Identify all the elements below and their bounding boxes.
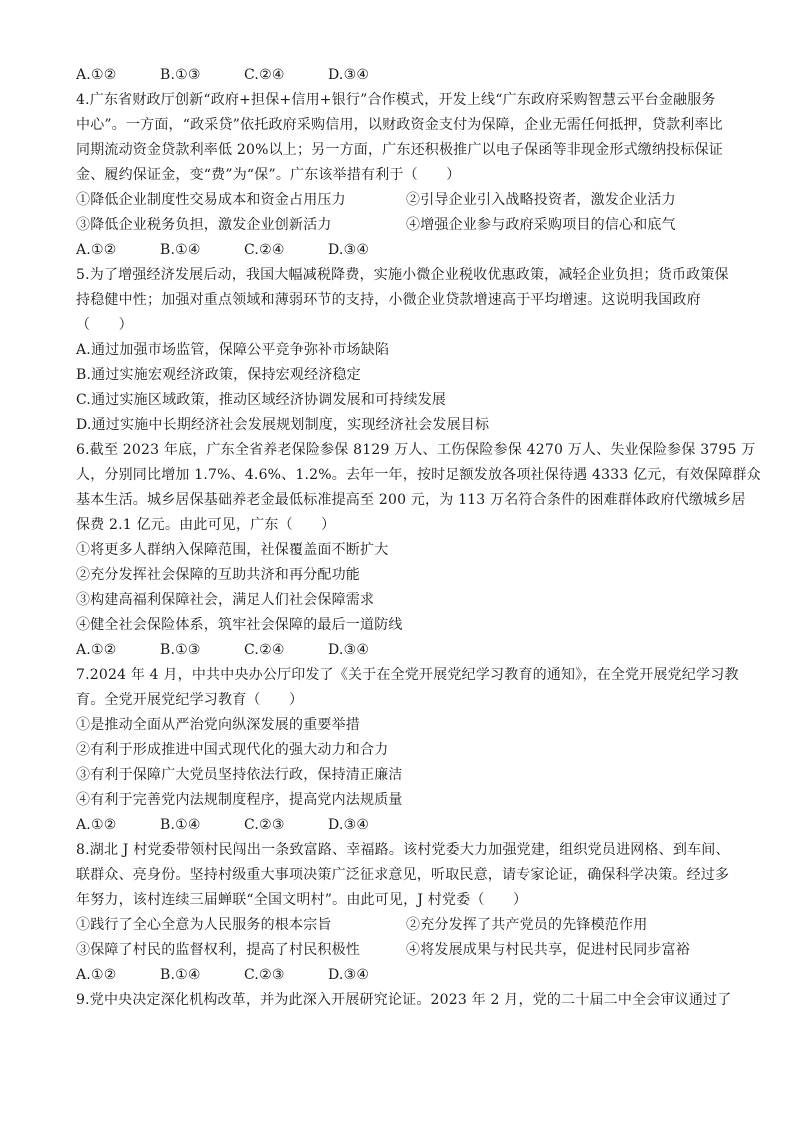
- q9-stem-line: 9.党中央决定深化机构改革，并为此深入开展研究论证。2023 年 2 月，党的二十届二中全会审议通过了: [76, 992, 732, 1008]
- q8-stem-line: 联群众、亮身份。坚持村级重大事项决策广泛征求意见，听取民意，请专家论证，确保科学决策。经过多: [76, 867, 730, 883]
- option-b[interactable]: B.①④: [160, 967, 201, 983]
- option-a[interactable]: A.①②: [76, 67, 117, 83]
- option-b[interactable]: B.①③: [160, 642, 201, 658]
- q8-statement-row: [76, 915, 716, 935]
- q5-stem-line: 持稳健中性；加强对重点领域和薄弱环节的支持，小微企业贷款增速高于平均增速。这说明我国政府: [76, 292, 701, 308]
- q8-stem-line: 8.湖北 J 村党委带领村民闯出一条致富路、幸福路。该村党委大力加强党建，组织党员进网格、到车间、: [76, 842, 730, 858]
- statement-3: ③有利于保障广大党员坚持依法行政，保持清正廉洁: [76, 767, 403, 783]
- q4-statement-row: [76, 215, 716, 235]
- statement-4: ④健全社会保险体系，筑牢社会保障的最后一道防线: [76, 617, 403, 633]
- q4-stem-line: 金、履约保证金，变“费”为“保”。广东该举措有利于（ ）: [76, 167, 461, 183]
- option-c[interactable]: C.②④: [244, 242, 285, 258]
- q7-stem-line: 育。全党开展党纪学习教育（ ）: [76, 692, 304, 708]
- statement-4: ④将发展成果与村民共享，促进村民同步富裕: [406, 942, 690, 958]
- option-a[interactable]: A.①②: [76, 817, 117, 833]
- statement-4: ④有利于完善党内法规制度程序，提高党内法规质量: [76, 792, 403, 808]
- q4-stem-line: 4.广东省财政厅创新“政府+担保+信用+银行”合作模式，开发上线“广东政府采购智慧云平台金融服务: [76, 92, 716, 108]
- q6-stem-line: 保费 2.1 亿元。由此可见，广东（ ）: [76, 517, 336, 533]
- q8-stem-line: 年努力，该村连续三届蝉联“全国文明村”。由此可见，J 村党委（ ）: [76, 892, 528, 908]
- statement-1: ①是推动全面从严治党向纵深发展的重要举措: [76, 717, 360, 733]
- q5-stem-line: 5.为了增强经济发展后动，我国大幅减税降费，实施小微企业税收优惠政策，减轻企业负担；货币政策保: [76, 267, 729, 283]
- q7-stem-line: 7.2024 年 4 月，中共中央办公厅印发了《关于在全党开展党纪学习教育的通知》，在全党开展党纪学习教: [76, 667, 739, 683]
- choice-d[interactable]: D.通过实施中长期经济社会发展规划制度，实现经济社会发展目标: [76, 417, 490, 433]
- statement-4: ④增强企业参与政府采购项目的信心和底气: [406, 217, 676, 233]
- option-d[interactable]: D.③④: [328, 67, 370, 83]
- option-a[interactable]: A.①②: [76, 642, 117, 658]
- statement-3: ③保障了村民的监督权利，提高了村民积极性: [76, 942, 360, 958]
- q8-statement-row: [76, 940, 716, 960]
- q4-options: [76, 240, 412, 260]
- statement-2: ②有利于形成推进中国式现代化的强大动力和合力: [76, 742, 389, 758]
- q4-statement-row: [76, 190, 716, 210]
- q8-options: [76, 965, 412, 985]
- statement-3: ③降低企业税务负担，激发企业创新活力: [76, 217, 332, 233]
- choice-c[interactable]: C.通过实施区域政策，推动区域经济协调发展和可持续发展: [76, 392, 447, 408]
- option-a[interactable]: A.①②: [76, 967, 117, 983]
- option-b[interactable]: B.①④: [160, 817, 201, 833]
- statement-1: ①践行了全心全意为人民服务的根本宗旨: [76, 917, 332, 933]
- statement-2: ②引导企业引入战略投资者，激发企业活力: [406, 192, 676, 208]
- q7-options: [76, 815, 412, 835]
- q5-stem-line: （ ）: [76, 317, 133, 333]
- q4-stem-line: 中心”。一方面，“政采贷”依托政府采购信用，以财政资金支付为保障，企业无需任何抵押，贷款利率比: [76, 117, 723, 133]
- q6-stem-line: 基本生活。城乡居保基础养老金最低标准提高至 200 元，为 113 万名符合条件的困难群体政府代缴城乡居: [76, 492, 746, 508]
- statement-2: ②充分发挥社会保障的互助共济和再分配功能: [76, 567, 360, 583]
- q3-options: [76, 65, 412, 85]
- option-a[interactable]: A.①②: [76, 242, 117, 258]
- statement-1: ①降低企业制度性交易成本和资金占用压力: [76, 192, 346, 208]
- choice-a[interactable]: A.通过加强市场监管，保障公平竞争弥补市场缺陷: [76, 342, 390, 358]
- option-d[interactable]: D.③④: [328, 642, 370, 658]
- option-c[interactable]: C.②④: [244, 642, 285, 658]
- option-c[interactable]: C.②③: [244, 817, 285, 833]
- statement-1: ①将更多人群纳入保障范围，社保覆盖面不断扩大: [76, 542, 389, 558]
- option-c[interactable]: C.②③: [244, 967, 285, 983]
- option-b[interactable]: B.①③: [160, 67, 201, 83]
- option-c[interactable]: C.②④: [244, 67, 285, 83]
- q6-options: [76, 640, 412, 660]
- q6-stem-line: 人，分别同比增加 1.7%、4.6%、1.2%。去年一年，按时足额发放各项社保待遇 4333 亿元，有效保障群众: [76, 467, 761, 483]
- statement-3: ③构建高福利保障社会，满足人们社会保障需求: [76, 592, 375, 608]
- q6-stem-line: 6.截至 2023 年底，广东全省养老保险参保 8129 万人、工伤保险参保 4270 万人、失业保险参保 3795 万: [76, 442, 756, 458]
- choice-b[interactable]: B.通过实施宏观经济政策，保持宏观经济稳定: [76, 367, 361, 383]
- q4-stem-line: 同期流动资金贷款利率低 20%以上；另一方面，广东还积极推广以电子保函等非现金形式缴纳投标保证: [76, 142, 723, 158]
- option-d[interactable]: D.③④: [328, 817, 370, 833]
- option-b[interactable]: B.①④: [160, 242, 201, 258]
- statement-2: ②充分发挥了共产党员的先锋模范作用: [406, 917, 648, 933]
- option-d[interactable]: D.③④: [328, 242, 370, 258]
- option-d[interactable]: D.③④: [328, 967, 370, 983]
